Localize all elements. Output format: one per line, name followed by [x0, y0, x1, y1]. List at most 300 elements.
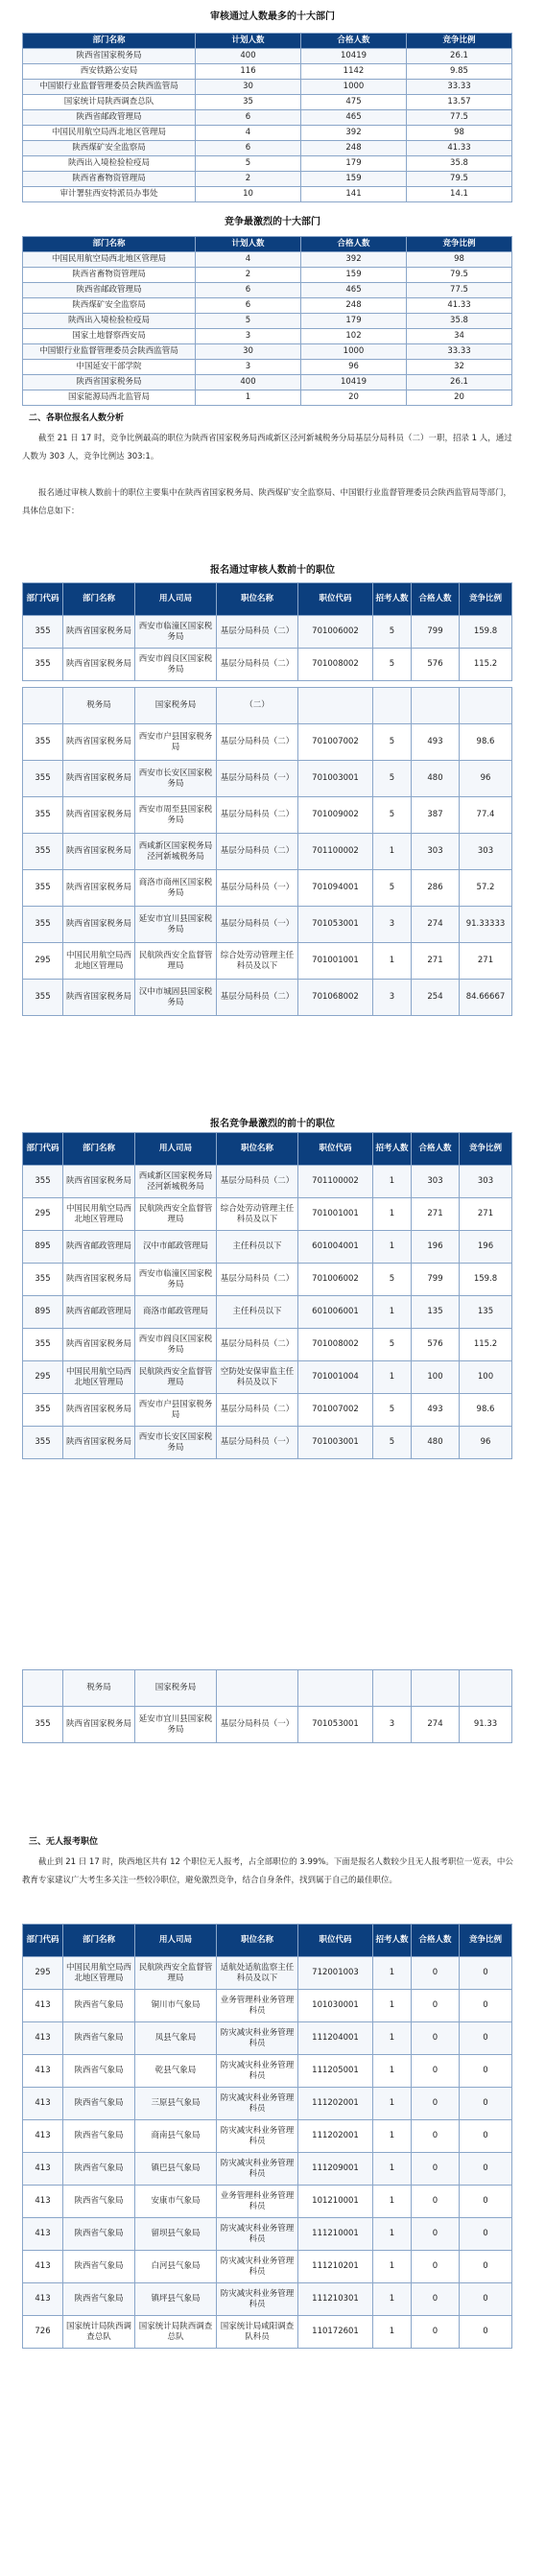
table-cell: 413 — [23, 2283, 63, 2316]
table-cell: 33.33 — [407, 80, 512, 95]
table-cell: 79.5 — [407, 268, 512, 283]
table-cell: 480 — [412, 761, 460, 797]
table-cell: 196 — [460, 1231, 512, 1264]
table-row — [23, 2022, 512, 2055]
table-cell: 中国民用航空局西北地区管理局 — [63, 1361, 135, 1394]
table-cell: 57.2 — [460, 870, 512, 907]
table-cell: 271 — [412, 1198, 460, 1231]
table-cell: 111205001 — [298, 2055, 373, 2088]
table-cell: 铜川市气象局 — [135, 1990, 217, 2022]
table-cell: 0 — [460, 2316, 512, 2349]
table-cell: 5 — [196, 314, 301, 329]
table-cell: 审计署驻西安特派员办事处 — [23, 187, 196, 202]
table-cell: 100 — [412, 1361, 460, 1394]
table-cell: （二） — [217, 688, 298, 724]
table-row — [23, 1264, 512, 1296]
table-cell: 20 — [301, 390, 407, 406]
table-cell: 576 — [412, 649, 460, 681]
table-cell: 392 — [301, 126, 407, 141]
column-header: 计划人数 — [196, 237, 301, 252]
table-cell: 84.66667 — [460, 980, 512, 1016]
table-row — [23, 329, 512, 344]
table-cell: 0 — [412, 2283, 460, 2316]
table-cell: 413 — [23, 2088, 63, 2120]
table-cell: 基层分局科员（二） — [217, 1166, 298, 1198]
table3-header-row — [23, 583, 512, 616]
column-header: 招考人数 — [373, 1925, 412, 1957]
table-cell: 0 — [412, 2186, 460, 2218]
table-row — [23, 870, 512, 907]
table-row — [23, 141, 512, 156]
table-cell — [298, 688, 373, 724]
table-cell: 陕西省国家税务局 — [63, 1427, 135, 1459]
table-row — [23, 1707, 512, 1743]
table-cell: 西安市临潼区国家税务局 — [135, 1264, 217, 1296]
table-cell — [298, 1670, 373, 1707]
table-row — [23, 314, 512, 329]
table-cell: 0 — [412, 2055, 460, 2088]
table-cell: 中国民用航空局西北地区管理局 — [63, 943, 135, 980]
table-cell: 701094001 — [298, 870, 373, 907]
table-cell: 701068002 — [298, 980, 373, 1016]
table-cell: 陕西省气象局 — [63, 2251, 135, 2283]
table-cell: 西咸新区国家税务局泾河新城税务局 — [135, 1166, 217, 1198]
table-cell: 5 — [373, 1329, 412, 1361]
column-header: 用人司局 — [135, 1133, 217, 1166]
table-row — [23, 2251, 512, 2283]
table-cell: 895 — [23, 1296, 63, 1329]
table-cell: 6 — [196, 283, 301, 298]
table-cell: 主任科员以下 — [217, 1296, 298, 1329]
column-header: 部门名称 — [23, 237, 196, 252]
table-cell: 10419 — [301, 49, 407, 64]
table-cell: 中国民用航空局西北地区管理局 — [23, 252, 196, 268]
table-cell: 355 — [23, 870, 63, 907]
table-cell: 5 — [373, 649, 412, 681]
table-cell: 295 — [23, 943, 63, 980]
table-cell: 355 — [23, 797, 63, 834]
column-header: 部门名称 — [63, 583, 135, 616]
section3-heading: 三、无人报考职位 — [29, 1837, 99, 1847]
table-cell: 业务管理科业务管理科员 — [217, 2186, 298, 2218]
table-cell — [23, 1670, 63, 1707]
table4-header-row — [23, 1133, 512, 1166]
table-cell: 西安市长安区国家税务局 — [135, 1427, 217, 1459]
table-row — [23, 156, 512, 172]
section2-paragraph-2: 报名通过审核人数前十的职位主要集中在陕西省国家税务局、陕西煤矿安全监察局、中国银行业监督管理委员会陕西监管局等部门，具体信息如下： — [22, 488, 512, 516]
table-cell: 355 — [23, 1394, 63, 1427]
table-cell: 135 — [460, 1296, 512, 1329]
table-cell: 5 — [373, 761, 412, 797]
table-cell: 271 — [460, 1198, 512, 1231]
table-cell: 96 — [460, 761, 512, 797]
table-cell: 1 — [373, 1361, 412, 1394]
table-cell: 陕西省国家税务局 — [23, 49, 196, 64]
table-cell: 98.6 — [460, 1394, 512, 1427]
table-cell: 355 — [23, 1427, 63, 1459]
table-cell: 民航陕西安全监督管理局 — [135, 1198, 217, 1231]
table-cell: 413 — [23, 2218, 63, 2251]
table-cell: 179 — [301, 314, 407, 329]
column-header: 竞争比例 — [460, 1133, 512, 1166]
table-cell: 基层分局科员（一） — [217, 1707, 298, 1743]
table-cell: 3 — [373, 1707, 412, 1743]
table-cell: 98.6 — [460, 724, 512, 761]
table-cell: 111202001 — [298, 2088, 373, 2120]
table-cell: 基层分局科员（二） — [217, 1329, 298, 1361]
table-cell: 115.2 — [460, 1329, 512, 1361]
column-header: 部门名称 — [63, 1925, 135, 1957]
table1-title: 审核通过人数最多的十大部门 — [210, 12, 335, 22]
table-cell — [460, 1670, 512, 1707]
column-header: 部门代码 — [23, 1925, 63, 1957]
table-cell: 0 — [460, 2251, 512, 2283]
table-cell: 6 — [196, 110, 301, 126]
table-cell: 民航陕西安全监督管理局 — [135, 1361, 217, 1394]
table-row — [23, 1957, 512, 1990]
table-cell: 248 — [301, 141, 407, 156]
table-cell: 475 — [301, 95, 407, 110]
table-row — [23, 360, 512, 375]
table-cell: 5 — [373, 724, 412, 761]
table-cell: 基层分局科员（一） — [217, 870, 298, 907]
column-header: 招考人数 — [373, 1133, 412, 1166]
table-cell: 陕西省国家税务局 — [63, 834, 135, 870]
table-row — [23, 2283, 512, 2316]
column-header: 合格人数 — [301, 237, 407, 252]
table-cell: 中国银行业监督管理委员会陕西监管局 — [23, 80, 196, 95]
table-row — [23, 1329, 512, 1361]
table-cell: 汉中市城固县国家税务局 — [135, 980, 217, 1016]
column-header: 部门名称 — [63, 1133, 135, 1166]
table-cell — [373, 688, 412, 724]
table-cell: 799 — [412, 1264, 460, 1296]
table-cell: 陕西省国家税务局 — [63, 1329, 135, 1361]
table-row — [23, 172, 512, 187]
table-cell: 综合处劳动管理主任科员及以下 — [217, 943, 298, 980]
table-cell — [460, 688, 512, 724]
table-cell: 4 — [196, 252, 301, 268]
table-cell: 355 — [23, 1166, 63, 1198]
table-row — [23, 2120, 512, 2153]
table-cell: 陕西省邮政管理局 — [63, 1231, 135, 1264]
table-row — [23, 943, 512, 980]
table-cell: 392 — [301, 252, 407, 268]
top-positions-competition-table — [22, 1132, 512, 1459]
table-cell — [373, 1670, 412, 1707]
table-cell: 0 — [412, 2316, 460, 2349]
column-header: 职位名称 — [217, 583, 298, 616]
table-cell: 303 — [460, 1166, 512, 1198]
table-cell: 西安市周至县国家税务局 — [135, 797, 217, 834]
table-cell: 0 — [412, 1990, 460, 2022]
table-cell: 凤县气象局 — [135, 2022, 217, 2055]
table-cell: 适航处适航监察主任科员及以下 — [217, 1957, 298, 1990]
column-header: 职位代码 — [298, 1133, 373, 1166]
table-cell: 303 — [460, 834, 512, 870]
table-cell: 35.8 — [407, 156, 512, 172]
column-header: 用人司局 — [135, 583, 217, 616]
table-cell: 商洛市邮政管理局 — [135, 1296, 217, 1329]
table-cell: 0 — [460, 2055, 512, 2088]
table-cell: 701006002 — [298, 616, 373, 649]
table-cell: 陕西省国家税务局 — [63, 870, 135, 907]
top-positions-passed-table-continued — [22, 687, 512, 1016]
table-cell: 1 — [373, 2316, 412, 2349]
table-cell: 商南县气象局 — [135, 2120, 217, 2153]
table-cell: 413 — [23, 2055, 63, 2088]
table-row — [23, 1296, 512, 1329]
table-cell: 400 — [196, 49, 301, 64]
table-cell: 355 — [23, 649, 63, 681]
table-cell: 400 — [196, 375, 301, 390]
table-cell: 1 — [373, 2120, 412, 2153]
table-cell: 115.2 — [460, 649, 512, 681]
column-header: 竞争比例 — [407, 34, 512, 49]
column-header: 用人司局 — [135, 1925, 217, 1957]
table-cell: 延安市宜川县国家税务局 — [135, 1707, 217, 1743]
table-cell: 196 — [412, 1231, 460, 1264]
table-row — [23, 616, 512, 649]
table-cell: 1 — [373, 1231, 412, 1264]
column-header: 招考人数 — [373, 583, 412, 616]
table-cell: 701100002 — [298, 1166, 373, 1198]
table-cell: 726 — [23, 2316, 63, 2349]
table-cell: 271 — [412, 943, 460, 980]
table-cell: 0 — [412, 2218, 460, 2251]
table-cell: 0 — [412, 2120, 460, 2153]
table-row — [23, 2316, 512, 2349]
table-cell: 税务局 — [63, 688, 135, 724]
table-cell: 96 — [301, 360, 407, 375]
column-header: 计划人数 — [196, 34, 301, 49]
table-cell: 基层分局科员（二） — [217, 616, 298, 649]
table-cell: 895 — [23, 1231, 63, 1264]
table-cell: 303 — [412, 1166, 460, 1198]
table-cell: 防灾减灾科业务管理科员 — [217, 2022, 298, 2055]
table-cell: 1 — [373, 943, 412, 980]
table-row — [23, 761, 512, 797]
table-row — [23, 797, 512, 834]
table-cell: 陕西省气象局 — [63, 1990, 135, 2022]
table-cell: 2 — [196, 172, 301, 187]
table-cell: 601006001 — [298, 1296, 373, 1329]
table-cell: 5 — [373, 870, 412, 907]
table-cell: 1 — [373, 2186, 412, 2218]
table-cell: 空防处安保审监主任科员及以下 — [217, 1361, 298, 1394]
table-cell: 77.5 — [407, 283, 512, 298]
table-cell: 3 — [196, 360, 301, 375]
table-cell: 陕西省国家税务局 — [63, 1166, 135, 1198]
table-cell: 陕西省畜物资管理局 — [23, 268, 196, 283]
table-cell: 355 — [23, 834, 63, 870]
column-header: 部门代码 — [23, 583, 63, 616]
table-cell: 701006002 — [298, 1264, 373, 1296]
column-header: 合格人数 — [412, 1133, 460, 1166]
table-cell: 陕西出入境检验检疫局 — [23, 156, 196, 172]
table-cell: 0 — [412, 1957, 460, 1990]
column-header: 部门代码 — [23, 1133, 63, 1166]
table-cell: 254 — [412, 980, 460, 1016]
table-cell: 1 — [373, 1990, 412, 2022]
table-cell: 5 — [196, 156, 301, 172]
table-cell: 防灾减灾科业务管理科员 — [217, 2153, 298, 2186]
table-cell: 中国民用航空局西北地区管理局 — [23, 126, 196, 141]
table-cell: 701053001 — [298, 907, 373, 943]
table-cell: 陕西省国家税务局 — [63, 649, 135, 681]
table-cell: 159 — [301, 268, 407, 283]
table-cell: 159 — [301, 172, 407, 187]
table-cell: 701100002 — [298, 834, 373, 870]
table-cell: 5 — [373, 1264, 412, 1296]
table-cell: 0 — [412, 2251, 460, 2283]
table-cell: 0 — [460, 1990, 512, 2022]
table-cell: 0 — [460, 2120, 512, 2153]
table-cell: 陕西煤矿安全监察局 — [23, 141, 196, 156]
column-header: 部门名称 — [23, 34, 196, 49]
unfilled-positions-table — [22, 1924, 512, 2349]
table-cell: 286 — [412, 870, 460, 907]
table-row — [23, 907, 512, 943]
table-cell: 712001003 — [298, 1957, 373, 1990]
section2-paragraph-1: 截至 21 日 17 时，竞争比例最高的职位为陕西省国家税务局西咸新区泾河新城税务分局基层分局科员（二）一职，招录 1 人，通过人数为 303 人，竞争比例达 303:1。 — [22, 434, 512, 461]
table-cell: 20 — [407, 390, 512, 406]
table-cell: 179 — [301, 156, 407, 172]
table-cell: 33.33 — [407, 344, 512, 360]
table-cell: 陕西省气象局 — [63, 2186, 135, 2218]
table-cell: 陕西省国家税务局 — [63, 1394, 135, 1427]
table-row — [23, 80, 512, 95]
table-cell: 111209001 — [298, 2153, 373, 2186]
table-cell: 35.8 — [407, 314, 512, 329]
table-cell: 77.5 — [407, 110, 512, 126]
column-header: 竞争比例 — [407, 237, 512, 252]
table-cell: 701008002 — [298, 649, 373, 681]
table3-title: 报名通过审核人数前十的职位 — [210, 565, 335, 576]
table-cell: 中国银行业监督管理委员会陕西监管局 — [23, 344, 196, 360]
table-cell: 1142 — [301, 64, 407, 80]
table-cell: 国家税务局 — [135, 688, 217, 724]
table-cell: 基层分局科员（二） — [217, 649, 298, 681]
table-cell: 387 — [412, 797, 460, 834]
table-cell: 493 — [412, 724, 460, 761]
top-departments-passed-table — [22, 33, 512, 202]
table-cell: 413 — [23, 2120, 63, 2153]
table-cell: 41.33 — [407, 298, 512, 314]
table-row — [23, 649, 512, 681]
table-cell: 465 — [301, 110, 407, 126]
table-cell: 防灾减灾科业务管理科员 — [217, 2055, 298, 2088]
table-cell: 111210001 — [298, 2218, 373, 2251]
table-cell: 0 — [412, 2088, 460, 2120]
table-cell: 三原县气象局 — [135, 2088, 217, 2120]
table-cell: 79.5 — [407, 172, 512, 187]
table-cell: 陕西省邮政管理局 — [23, 110, 196, 126]
table-row — [23, 724, 512, 761]
table-row — [23, 126, 512, 141]
table-cell: 1000 — [301, 344, 407, 360]
table-cell: 陕西省国家税务局 — [63, 761, 135, 797]
table-cell: 防灾减灾科业务管理科员 — [217, 2251, 298, 2283]
table-cell: 国家统计局陕西调查总队 — [63, 2316, 135, 2349]
table-cell: 中国延安干部学院 — [23, 360, 196, 375]
table-cell — [217, 1670, 298, 1707]
table-row — [23, 1198, 512, 1231]
table-cell: 35 — [196, 95, 301, 110]
column-header: 合格人数 — [301, 34, 407, 49]
table-cell: 355 — [23, 1707, 63, 1743]
table-cell: 1 — [373, 1166, 412, 1198]
table-cell: 274 — [412, 907, 460, 943]
table-cell: 135 — [412, 1296, 460, 1329]
table-cell: 基层分局科员（二） — [217, 980, 298, 1016]
table-cell: 镇巴县气象局 — [135, 2153, 217, 2186]
table-cell: 480 — [412, 1427, 460, 1459]
table-cell: 34 — [407, 329, 512, 344]
table-cell: 安康市气象局 — [135, 2186, 217, 2218]
table-row — [23, 1427, 512, 1459]
table-cell: 303 — [412, 834, 460, 870]
table-cell: 国家统计局陕西调查总队 — [135, 2316, 217, 2349]
table-cell: 陕西出入境检验检疫局 — [23, 314, 196, 329]
table-cell: 0 — [460, 1957, 512, 1990]
table-cell: 10419 — [301, 375, 407, 390]
table-cell: 陕西省国家税务局 — [63, 616, 135, 649]
table-row — [23, 49, 512, 64]
table-cell: 1 — [373, 1296, 412, 1329]
table-cell: 防灾减灾科业务管理科员 — [217, 2283, 298, 2316]
table-cell: 陕西省邮政管理局 — [23, 283, 196, 298]
table-cell: 701008002 — [298, 1329, 373, 1361]
table-cell: 0 — [460, 2088, 512, 2120]
table-cell: 98 — [407, 126, 512, 141]
table-row — [23, 298, 512, 314]
table-row — [23, 268, 512, 283]
table-cell: 3 — [196, 329, 301, 344]
table-row — [23, 1231, 512, 1264]
table-row — [23, 688, 512, 724]
table-cell: 98 — [407, 252, 512, 268]
column-header: 合格人数 — [412, 583, 460, 616]
table-cell: 701001004 — [298, 1361, 373, 1394]
table-cell: 1000 — [301, 80, 407, 95]
table-row — [23, 1361, 512, 1394]
table-cell: 中国民用航空局西北地区管理局 — [63, 1198, 135, 1231]
table-cell: 295 — [23, 1361, 63, 1394]
table2-header-row — [23, 237, 512, 252]
column-header: 职位代码 — [298, 583, 373, 616]
table-cell: 5 — [373, 1394, 412, 1427]
table-row — [23, 2088, 512, 2120]
table-cell: 西安市临潼区国家税务局 — [135, 616, 217, 649]
table-cell: 陕西省国家税务局 — [63, 1264, 135, 1296]
table-cell: 295 — [23, 1957, 63, 1990]
table-cell: 主任科员以下 — [217, 1231, 298, 1264]
table-cell: 基层分局科员（二） — [217, 724, 298, 761]
table-cell: 1 — [196, 390, 301, 406]
table-cell: 355 — [23, 724, 63, 761]
table-cell: 13.57 — [407, 95, 512, 110]
table-cell: 601004001 — [298, 1231, 373, 1264]
table-cell: 355 — [23, 616, 63, 649]
table-cell: 0 — [460, 2186, 512, 2218]
table-cell: 0 — [460, 2218, 512, 2251]
table-cell: 701003001 — [298, 761, 373, 797]
table-cell: 1 — [373, 834, 412, 870]
table-cell: 6 — [196, 298, 301, 314]
table-row — [23, 834, 512, 870]
table-cell: 延安市宜川县国家税务局 — [135, 907, 217, 943]
